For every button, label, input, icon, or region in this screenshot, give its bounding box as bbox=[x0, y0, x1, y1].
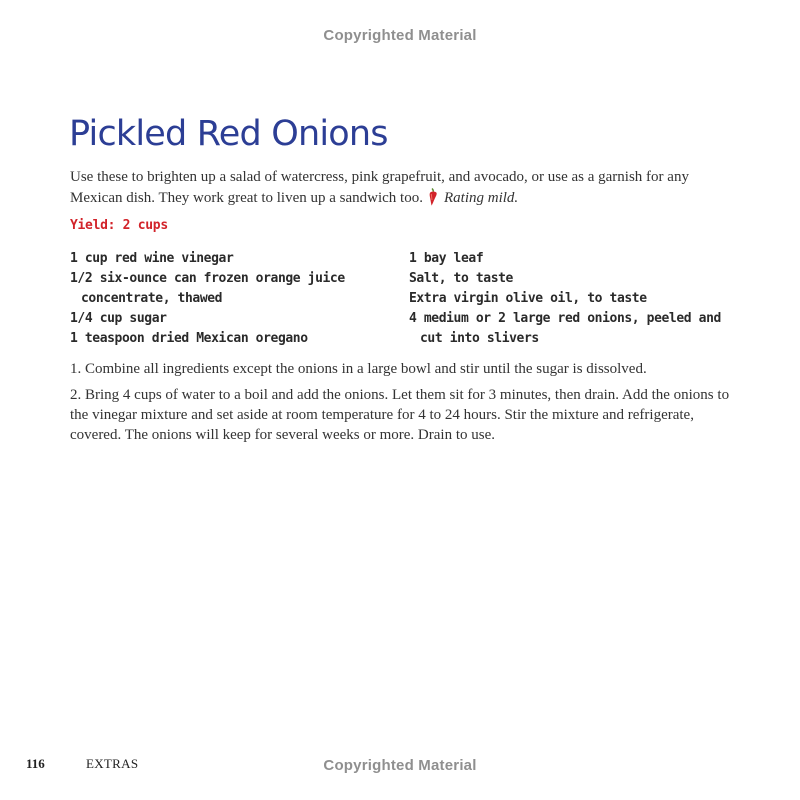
ingredient-item: 1/4 cup sugar bbox=[70, 311, 167, 326]
recipe-steps bbox=[70, 359, 730, 451]
section-name: EXTRAS bbox=[86, 756, 139, 771]
recipe-step: 1. Combine all ingredients except the onions in a large bowl and stir until the sugar is dissolved. bbox=[70, 361, 647, 377]
recipe-yield: Yield: 2 cups bbox=[70, 218, 168, 233]
ingredient-item: Salt, to taste bbox=[409, 271, 513, 286]
rating-text: Rating mild. bbox=[443, 190, 519, 206]
ingredient-item: 4 medium or 2 large red onions, peeled and cut into slivers bbox=[409, 311, 721, 346]
chili-pepper-icon bbox=[426, 187, 440, 207]
copyright-watermark-top: Copyrighted Material bbox=[323, 27, 477, 44]
ingredient-item: 1 cup red wine vinegar bbox=[70, 251, 234, 266]
ingredients-right-column bbox=[409, 249, 739, 349]
ingredient-item: 1 bay leaf bbox=[409, 251, 484, 266]
page-number: 116 bbox=[26, 756, 45, 771]
ingredients-left-column bbox=[70, 249, 400, 349]
ingredient-item: 1 teaspoon dried Mexican oregano bbox=[70, 331, 308, 346]
ingredient-item: 1/2 six-ounce can frozen orange juice concentrate, thawed bbox=[70, 271, 345, 306]
recipe-intro bbox=[70, 167, 730, 208]
recipe-title: Pickled Red Onions bbox=[69, 114, 388, 154]
recipe-step: 2. Bring 4 cups of water to a boil and add the onions. Let them sit for 3 minutes, then drain. Add the onions to the vinegar mixture and set aside at room temperature for 4 to 24 hours. Stir the mixture and refrigerate, covered. The onions will keep for several weeks or more. Drain to use. bbox=[70, 387, 730, 443]
copyright-watermark-bottom: Copyrighted Material bbox=[323, 757, 477, 774]
recipe-intro-text: Use these to brighten up a salad of watercress, pink grapefruit, and avocado, or use as a garnish for any Mexican dish. They work great to liven up a sandwich too. bbox=[70, 169, 689, 206]
ingredient-item: Extra virgin olive oil, to taste bbox=[409, 291, 647, 306]
